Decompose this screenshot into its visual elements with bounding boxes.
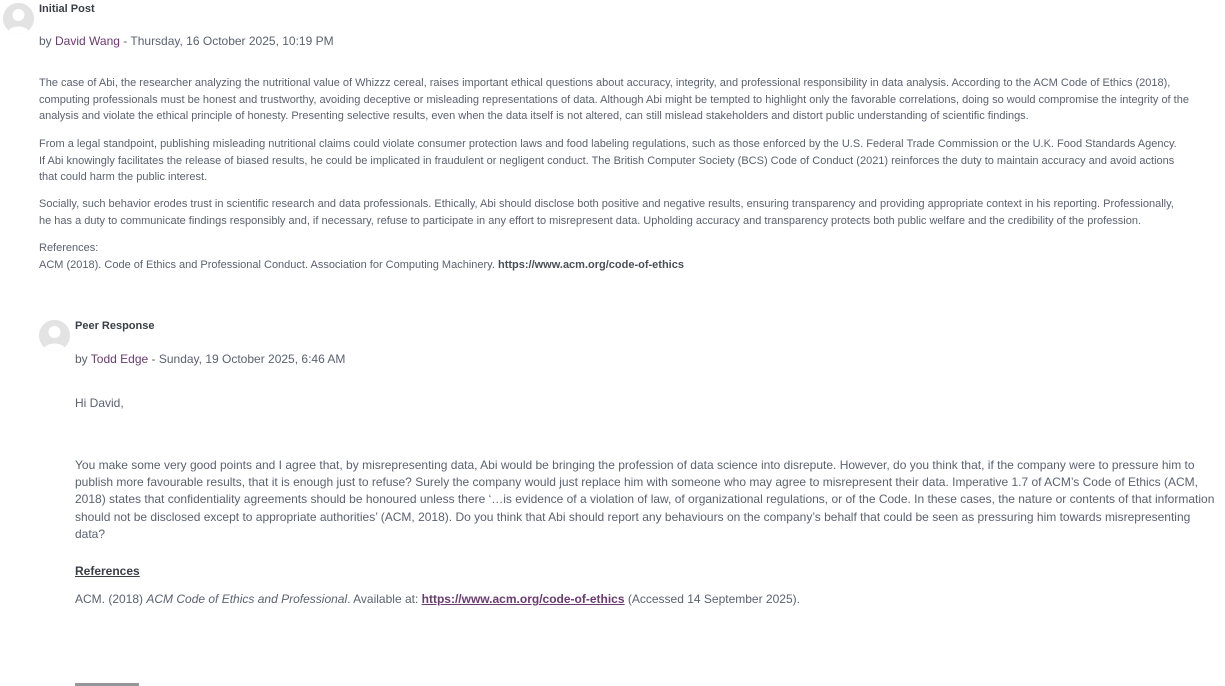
author-link[interactable]: David Wang [55,34,120,48]
reference-title: ACM Code of Ethics and Professional [146,592,348,606]
avatar [3,3,34,34]
references-heading [75,563,140,580]
reference-link[interactable]: https://www.acm.org/code-of-ethics [421,592,625,606]
post-date: - Thursday, 16 October 2025, 10:19 PM [119,34,334,48]
post-date: - Sunday, 19 October 2025, 6:46 AM [148,352,346,366]
reference-accessed: (Accessed 14 September 2025). [624,592,800,606]
byline-prefix: by [75,352,91,366]
byline-prefix: by [39,34,56,48]
post-paragraph: Socially, such behavior erodes trust in scientific research and data professionals. Ethically, Abi should disclose both positive and negative results, ensuring transparency and providing appropriate context in his reporting. Professionally, he has a duty to communicate findings responsibly and, if necessary, refuse to participate in any effort to misrepresent data. Upholding accuracy and transparency protects both public welfare and the credibility of the profession. [39,198,1174,227]
post-subject: Peer Response [75,320,155,332]
author-link[interactable]: Todd Edge [90,352,149,366]
post-paragraph: The case of Abi, the researcher analyzing the nutritional value of Whizzz cereal, raises important ethical questions about accuracy, integrity, and professional responsibility in data analysis. According to the ACM Code of Ethics (2018), computing professionals must be honest and trustworthy, avoiding deceptive or misleading representations of data. Although Abi might be tempted to highlight only the favorable correlations, doing so would compromise the integrity of the analysis and violate the ethical principle of honesty. Presenting selective results, even when the data itself is not altered, can still mislead stakeholders and distort public understanding of scientific findings. [39,77,1189,123]
references-label: References: [39,242,99,254]
post-greeting: Hi David, [75,396,124,410]
references-heading-text: References [75,564,140,578]
user-icon [3,3,34,34]
reference-text: ACM (2018). Code of Ethics and Professional Conduct. Association for Computing Machinery. [39,258,498,271]
reference-prefix: ACM. (2018) [75,592,147,606]
avatar [39,320,70,351]
reference-available: . Available at: [347,592,422,606]
references-block [39,240,1189,273]
post-subject: Initial Post [39,3,95,15]
post-byline [75,352,345,366]
post-paragraph: From a legal standpoint, publishing misleading nutritional claims could violate consumer protection laws and food labeling regulations, such as those enforced by the U.S. Federal Trade Commission or the U.K. Food Standards Agency. If Abi knowingly facilitates the release of biased results, he could be implicated in fraudulent or negligent conduct. The British Computer Society (BCS) Code of Conduct (2021) reinforces the duty to maintain accuracy and avoid actions that could harm the public interest. [39,138,1177,184]
user-icon [39,320,70,351]
post-paragraph: You make some very good points and I agree that, by misrepresenting data, Abi would be bringing the profession of data science into disrepute. However, do you think that, if the company were to pressure him to publish more favourable results, that it is enough just to refuse? Surely the company would just replace him with someone who may agree to misrepresent their data. Imperative 1.7 of ACM’s Code of Ethics (ACM, 2018) states that confidentiality agreements should be honoured unless there ‘…is evidence of a violation of law, of organizational regulations, or of the Code. In these cases, the nature or contents of that information should not be disclosed except to appropriate authorities’ (ACM, 2018). Do you think that Abi should report any behaviours on the company’s behalf that could be seen as pressuring him towards misrepresenting data? [75,458,1215,541]
post-byline [39,34,334,48]
reference-line [75,591,800,608]
reference-link[interactable]: https://www.acm.org/code-of-ethics [497,258,684,271]
